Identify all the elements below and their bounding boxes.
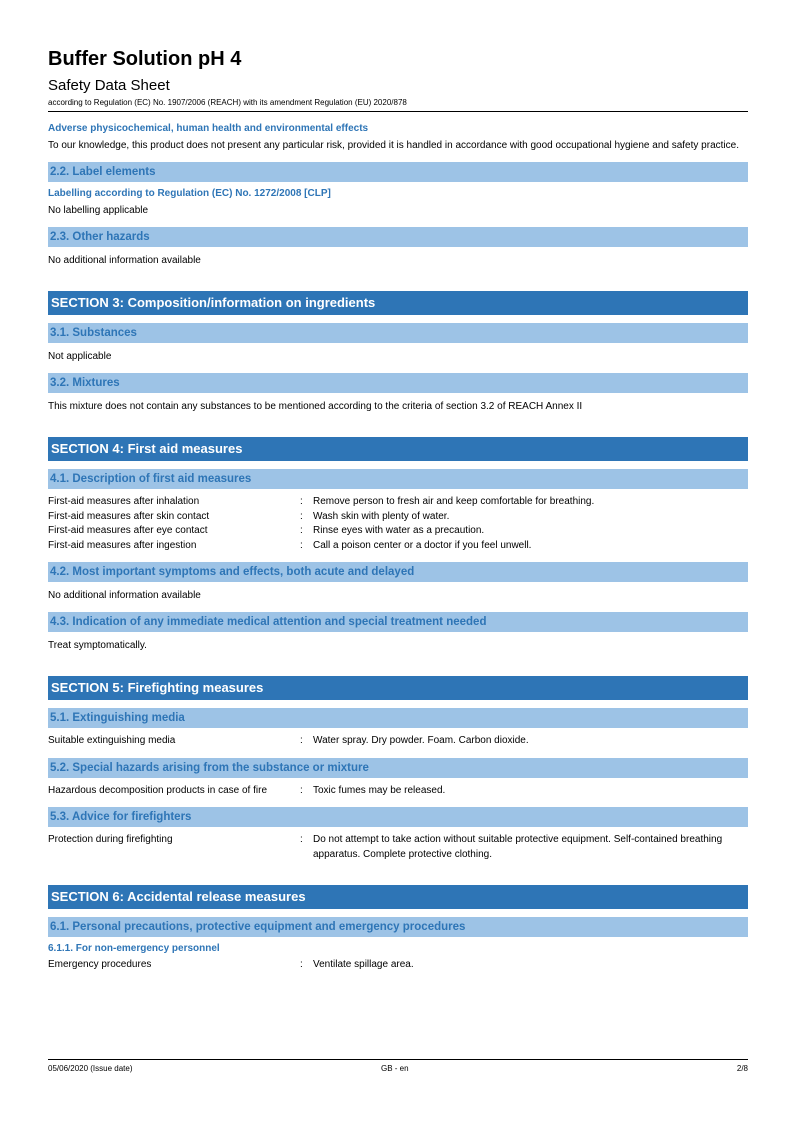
- page-number: 2/8: [736, 1064, 748, 1073]
- row-separator: :: [300, 525, 303, 536]
- adverse-effects-text: To our knowledge, this product does not present any particular risk, provided it is handled in accordance with good occupational hygiene and safety practice.: [48, 140, 739, 151]
- subsection-4-2-header: 4.2. Most important symptoms and effects, both acute and delayed: [48, 562, 748, 582]
- medical-attention-text: Treat symptomatically.: [48, 640, 147, 651]
- subsection-4-3-header: 4.3. Indication of any immediate medical attention and special treatment needed: [48, 612, 748, 632]
- row-value: Water spray. Dry powder. Foam. Carbon dioxide.: [313, 735, 529, 746]
- adverse-effects-heading: Adverse physicochemical, human health and environmental effects: [48, 123, 369, 134]
- document-title: Buffer Solution pH 4: [48, 48, 242, 70]
- section-6-header: SECTION 6: Accidental release measures: [48, 885, 748, 909]
- row-separator: :: [300, 510, 303, 522]
- table-row: [48, 495, 748, 510]
- symptoms-text: No additional information available: [48, 590, 201, 601]
- row-value: Call a poison center or a doctor if you feel unwell.: [313, 539, 532, 551]
- row-label: First-aid measures after inhalation: [48, 496, 200, 507]
- substances-text: Not applicable: [48, 351, 112, 362]
- row-label: Hazardous decomposition products in case of fire: [48, 784, 268, 796]
- row-value: Toxic fumes may be released.: [313, 784, 446, 796]
- label-elements-text: No labelling applicable: [48, 205, 149, 216]
- row-separator: :: [300, 735, 303, 746]
- row-value: Rinse eyes with water as a precaution.: [313, 525, 485, 536]
- row-separator: :: [300, 784, 303, 796]
- section-5-header: SECTION 5: Firefighting measures: [48, 676, 748, 700]
- table-row: [48, 784, 748, 799]
- issue-date: 05/06/2020 (Issue date): [48, 1064, 133, 1073]
- subsection-5-1-header: 5.1. Extinguishing media: [48, 708, 748, 728]
- subsection-5-2-header: 5.2. Special hazards arising from the substance or mixture: [48, 758, 748, 778]
- row-separator: :: [300, 496, 303, 507]
- row-label: First-aid measures after eye contact: [48, 525, 208, 536]
- table-row: [48, 510, 748, 525]
- table-row: [48, 734, 748, 749]
- subsection-3-2-header: 3.2. Mixtures: [48, 373, 748, 393]
- subsection-6-1-header: 6.1. Personal precautions, protective equipment and emergency procedures: [48, 917, 748, 937]
- header-divider: [48, 111, 748, 112]
- row-value: Remove person to fresh air and keep comfortable for breathing.: [313, 496, 595, 507]
- section-3-header: SECTION 3: Composition/information on ingredients: [48, 291, 748, 315]
- row-value: Do not attempt to take action without suitable protective equipment. Self-contained breathing apparatus. Complete protective clothing.: [313, 834, 723, 860]
- row-value: Wash skin with plenty of water.: [313, 510, 450, 522]
- non-emergency-heading: 6.1.1. For non-emergency personnel: [48, 943, 220, 954]
- subsection-2-3-header: 2.3. Other hazards: [48, 227, 748, 247]
- document-body: [48, 117, 748, 973]
- row-label: First-aid measures after skin contact: [48, 510, 210, 522]
- subsection-2-2-header: 2.2. Label elements: [48, 162, 748, 182]
- row-separator: :: [300, 959, 303, 970]
- subsection-3-1-header: 3.1. Substances: [48, 323, 748, 343]
- other-hazards-text: No additional information available: [48, 255, 201, 266]
- row-separator: :: [300, 834, 303, 845]
- table-row: [48, 833, 748, 862]
- table-row: [48, 958, 748, 973]
- subsection-4-1-header: 4.1. Description of first aid measures: [48, 469, 748, 489]
- document-subtitle: Safety Data Sheet: [48, 77, 170, 94]
- section-4-header: SECTION 4: First aid measures: [48, 437, 748, 461]
- row-label: Suitable extinguishing media: [48, 735, 176, 746]
- subsection-5-3-header: 5.3. Advice for firefighters: [48, 807, 748, 827]
- regulation-note: according to Regulation (EC) No. 1907/2006 (REACH) with its amendment Regulation (EU) 2020/878: [48, 98, 407, 107]
- row-value: Ventilate spillage area.: [313, 959, 414, 970]
- table-row: [48, 539, 748, 554]
- row-label: Emergency procedures: [48, 959, 152, 970]
- clp-labelling-heading: Labelling according to Regulation (EC) No. 1272/2008 [CLP]: [48, 188, 331, 199]
- footer-divider: [48, 1059, 748, 1060]
- row-label: Protection during firefighting: [48, 834, 173, 845]
- language-code: GB - en: [381, 1064, 409, 1073]
- first-aid-table: [48, 495, 748, 553]
- table-row: [48, 524, 748, 539]
- row-label: First-aid measures after ingestion: [48, 539, 197, 551]
- mixtures-text: This mixture does not contain any substances to be mentioned according to the criteria of section 3.2 of REACH Annex II: [48, 401, 583, 412]
- row-separator: :: [300, 539, 303, 551]
